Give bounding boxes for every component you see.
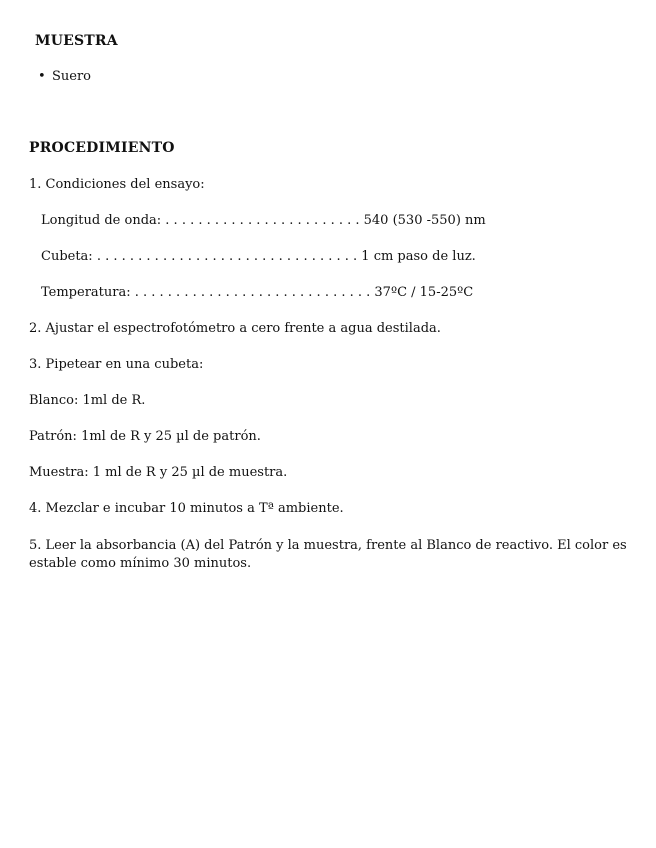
step-4: 4. Mezclar e incubar 10 minutos a Tª ambiente.: [29, 501, 344, 516]
muestra-item-label: Suero: [52, 69, 92, 84]
step-1: 1. Condiciones del ensayo:: [29, 177, 205, 192]
procedimiento-heading: PROCEDIMIENTO: [29, 140, 175, 156]
pipette-patron: Patrón: 1ml de R y 25 µl de patrón.: [29, 429, 261, 444]
condition-temperatura: Temperatura: . . . . . . . . . . . . . . . . . . . . . . . . . . . . . 37ºC / 15-25ºC: [41, 285, 474, 300]
step-3: 3. Pipetear en una cubeta:: [29, 357, 204, 372]
muestra-heading: MUESTRA: [35, 33, 118, 49]
condition-longitud: Longitud de onda: . . . . . . . . . . . . . . . . . . . . . . . . 540 (530 -550) nm: [41, 213, 486, 228]
muestra-item: [38, 69, 91, 84]
condition-cubeta: Cubeta: . . . . . . . . . . . . . . . . . . . . . . . . . . . . . . . . 1 cm paso de luz.: [41, 249, 476, 264]
step-2: 2. Ajustar el espectrofotómetro a cero frente a agua destilada.: [29, 321, 441, 336]
pipette-blanco: Blanco: 1ml de R.: [29, 393, 146, 408]
pipette-muestra: Muestra: 1 ml de R y 25 µl de muestra.: [29, 465, 288, 480]
bullet-icon: •: [38, 69, 46, 84]
step-5: 5. Leer la absorbancia (A) del Patrón y la muestra, frente al Blanco de reactivo. El color es estable como mínimo 30 minutos.: [29, 538, 627, 571]
